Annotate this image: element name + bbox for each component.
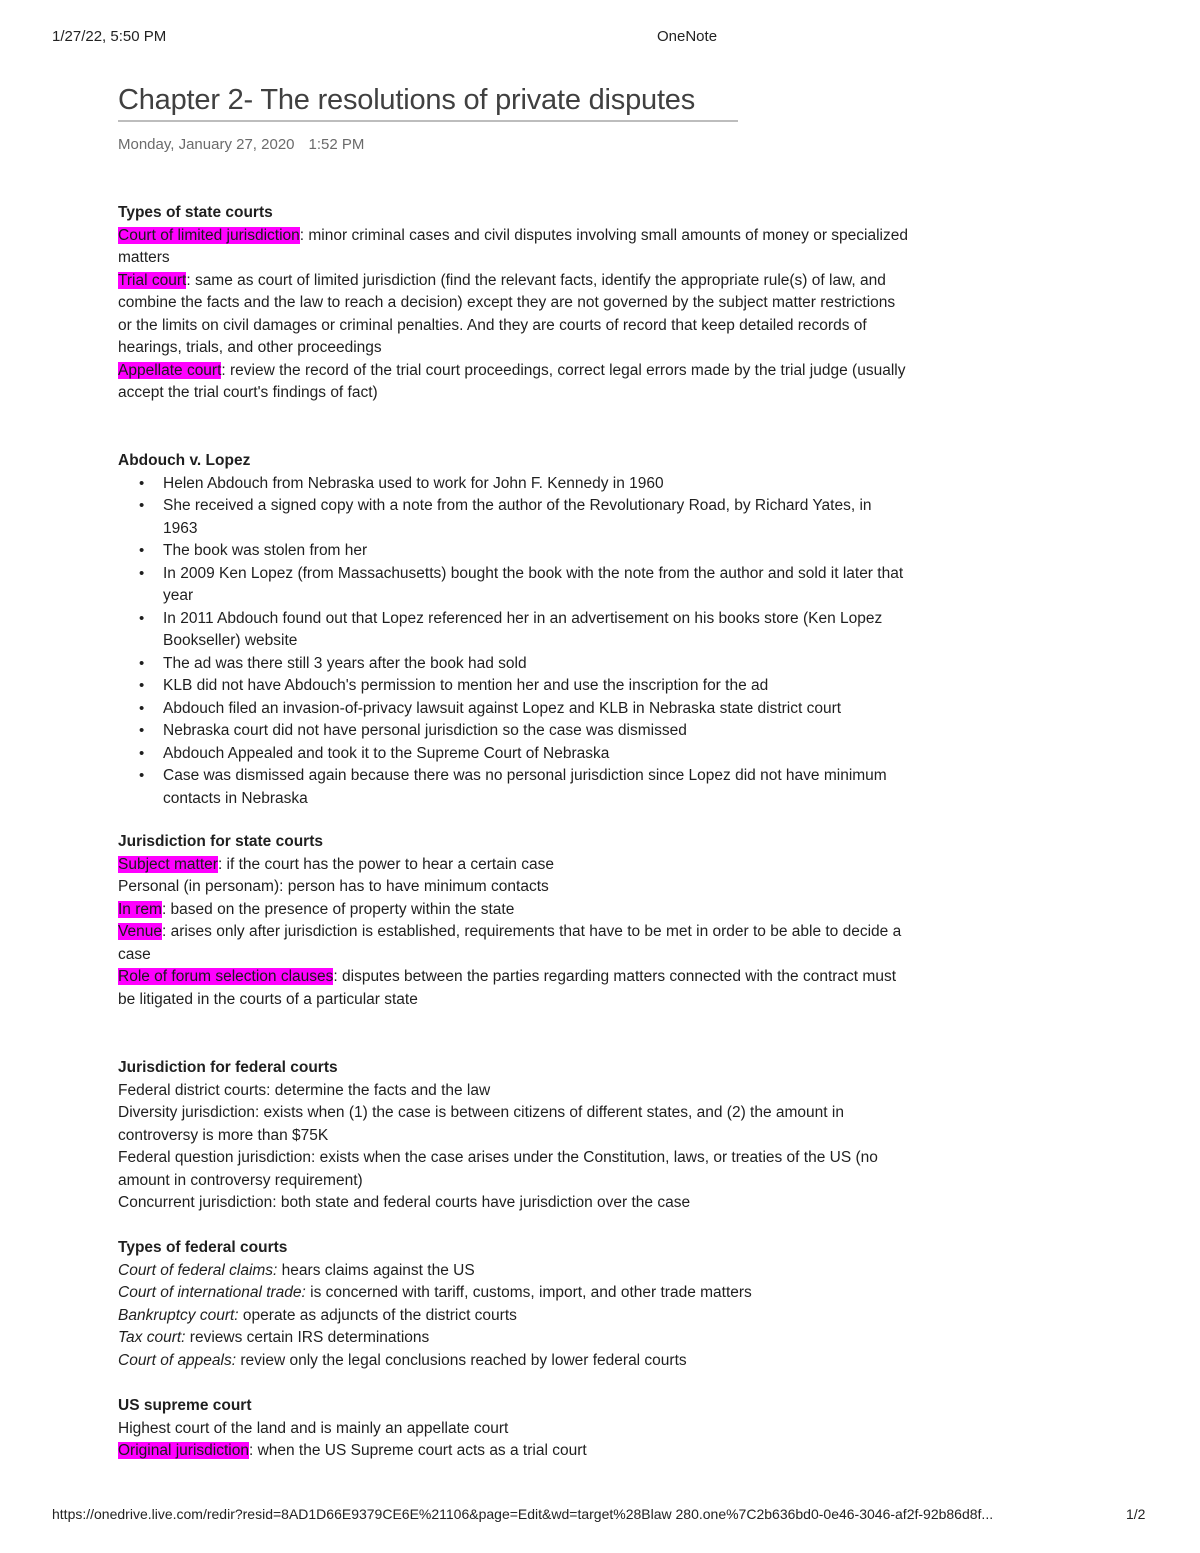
italic-term: Court of appeals:: [118, 1351, 237, 1369]
highlighted-term: Subject matter: [118, 855, 218, 873]
definition-text: : if the court has the power to hear a certain case: [217, 855, 554, 873]
list-item: • Abdouch filed an invasion-of-privacy lawsuit against Lopez and KLB in Nebraska state district court: [118, 698, 908, 721]
section-state-jurisdiction: [118, 831, 908, 1011]
definition-text: : same as court of limited jurisdiction (find the relevant facts, identify the appropriate rule(s) of law, and combine the facts and the law to reach a decision) except they are not governed by the subject matter restrictions or the limits on civil damages or criminal penalties. And they are courts of record that keep detailed records of hearings, trials, and other proceedings: [118, 271, 896, 356]
print-footer-page-number: 1/2: [1126, 1506, 1146, 1522]
definition-text: hears claims against the US: [277, 1261, 475, 1279]
highlighted-term: In rem: [118, 900, 162, 918]
definition-diversity-jurisdiction: Diversity jurisdiction: exists when (1) the case is between citizens of different states, and (2) the amount in controversy is more than $75K: [118, 1104, 844, 1144]
definition-text: : review the record of the trial court proceedings, correct legal errors made by the trial judge (usually accept the trial court's findings of fact): [118, 361, 906, 401]
section-heading: Jurisdiction for state courts: [118, 833, 323, 850]
section-heading: US supreme court: [118, 1397, 252, 1414]
section-state-courts: [118, 202, 908, 405]
section-heading: Types of state courts: [118, 204, 273, 221]
highlighted-term: Original jurisdiction: [118, 1442, 249, 1459]
list-item: • The ad was there still 3 years after the book had sold: [118, 653, 908, 676]
definition-trial-court: [118, 270, 908, 360]
definition-text: review only the legal conclusions reached by lower federal courts: [236, 1351, 687, 1369]
definition-text: reviews certain IRS determinations: [185, 1329, 430, 1346]
section-heading: Jurisdiction for federal courts: [118, 1059, 338, 1076]
definition-subject-matter: [118, 854, 908, 877]
definition-text: : based on the presence of property within the state: [161, 900, 515, 918]
list-item: • In 2009 Ken Lopez (from Massachusetts) bought the book with the note from the author and sold it later that year: [118, 563, 908, 608]
print-header-datetime: 1/27/22, 5:50 PM: [52, 28, 167, 45]
definition-text: : when the US Supreme court acts as a trial court: [248, 1442, 587, 1459]
highlighted-term: Appellate court: [118, 361, 222, 379]
definition-highest-court: Highest court of the land and is mainly an appellate court: [118, 1419, 509, 1437]
highlighted-term: Role of forum selection clauses: [118, 968, 334, 985]
definition-venue: [118, 921, 908, 966]
italic-term: Court of federal claims:: [118, 1261, 278, 1279]
definition-original-jurisdiction: [118, 1440, 908, 1463]
page-title: Chapter 2- The resolutions of private disputes: [118, 84, 738, 122]
definition-text: operate as adjuncts of the district courts: [238, 1306, 517, 1324]
definition-forum-selection: [118, 966, 908, 1011]
italic-term: Tax court:: [118, 1329, 186, 1346]
section-federal-jurisdiction: [118, 1057, 908, 1215]
list-item: • The book was stolen from her: [118, 540, 908, 563]
highlighted-term: Trial court: [118, 271, 187, 289]
section-federal-courts: [118, 1237, 908, 1372]
definition-federal-district-courts: Federal district courts: determine the facts and the law: [118, 1081, 491, 1099]
definition-bankruptcy-court: [118, 1305, 908, 1328]
highlighted-term: Venue: [118, 923, 162, 940]
section-heading: Types of federal courts: [118, 1239, 288, 1256]
definition-court-of-federal-claims: [118, 1260, 908, 1283]
list-item: • Nebraska court did not have personal jurisdiction so the case was dismissed: [118, 720, 908, 743]
list-item: • Abdouch Appealed and took it to the Supreme Court of Nebraska: [118, 743, 908, 766]
definition-tax-court: [118, 1327, 908, 1350]
section-us-supreme-court: [118, 1395, 908, 1463]
list-item: • Case was dismissed again because there was no personal jurisdiction since Lopez did not have minimum contacts in Nebraska: [118, 765, 908, 810]
case-facts-list: [118, 473, 908, 811]
page-time: 1:52 PM: [308, 136, 365, 153]
list-item: • In 2011 Abdouch found out that Lopez referenced her in an advertisement on his books store (Ken Lopez Bookseller) website: [118, 608, 908, 653]
definition-federal-question-jurisdiction: Federal question jurisdiction: exists when the case arises under the Constitution, laws, or treaties of the US (no amount in controversy requirement): [118, 1149, 878, 1189]
section-case-abdouch-v-lopez: [118, 450, 908, 810]
list-item: • She received a signed copy with a note from the author of the Revolutionary Road, by Richard Yates, in 1963: [118, 495, 908, 540]
list-item: • Helen Abdouch from Nebraska used to work for John F. Kennedy in 1960: [118, 473, 908, 496]
print-header-app-name: OneNote: [657, 28, 718, 45]
definition-court-of-limited-jurisdiction: [118, 225, 908, 270]
highlighted-term: Court of limited jurisdiction: [118, 226, 300, 244]
section-heading: Abdouch v. Lopez: [118, 452, 251, 469]
italic-term: Bankruptcy court:: [118, 1306, 239, 1324]
definition-in-rem: [118, 899, 908, 922]
definition-text: : minor criminal cases and civil disputes involving small amounts of money or specialized matters: [118, 226, 908, 266]
print-footer-url: https://onedrive.live.com/redir?resid=8AD1D66E9379CE6E%21106&page=Edit&wd=target%28Blaw 280.one%7C2b636bd0-0e46-3046-af2f-92b86d8f...: [52, 1506, 994, 1522]
definition-court-of-international-trade: [118, 1282, 908, 1305]
page-date: Monday, January 27, 2020: [118, 136, 295, 153]
definition-concurrent-jurisdiction: Concurrent jurisdiction: both state and federal courts have jurisdiction over the case: [118, 1194, 691, 1211]
definition-personal: Personal (in personam): person has to have minimum contacts: [118, 878, 549, 895]
list-item: • KLB did not have Abdouch's permission to mention her and use the inscription for the ad: [118, 675, 908, 698]
italic-term: Court of international trade:: [118, 1284, 306, 1301]
definition-text: : disputes between the parties regarding matters connected with the contract must be litigated in the courts of a particular state: [118, 968, 896, 1008]
definition-appellate-court: [118, 360, 908, 405]
definition-text: is concerned with tariff, customs, import, and other trade matters: [305, 1284, 752, 1301]
definition-text: : arises only after jurisdiction is established, requirements that have to be met in order to be able to decide a case: [118, 923, 902, 963]
page-timestamp: [118, 136, 364, 153]
definition-court-of-appeals: [118, 1350, 908, 1373]
